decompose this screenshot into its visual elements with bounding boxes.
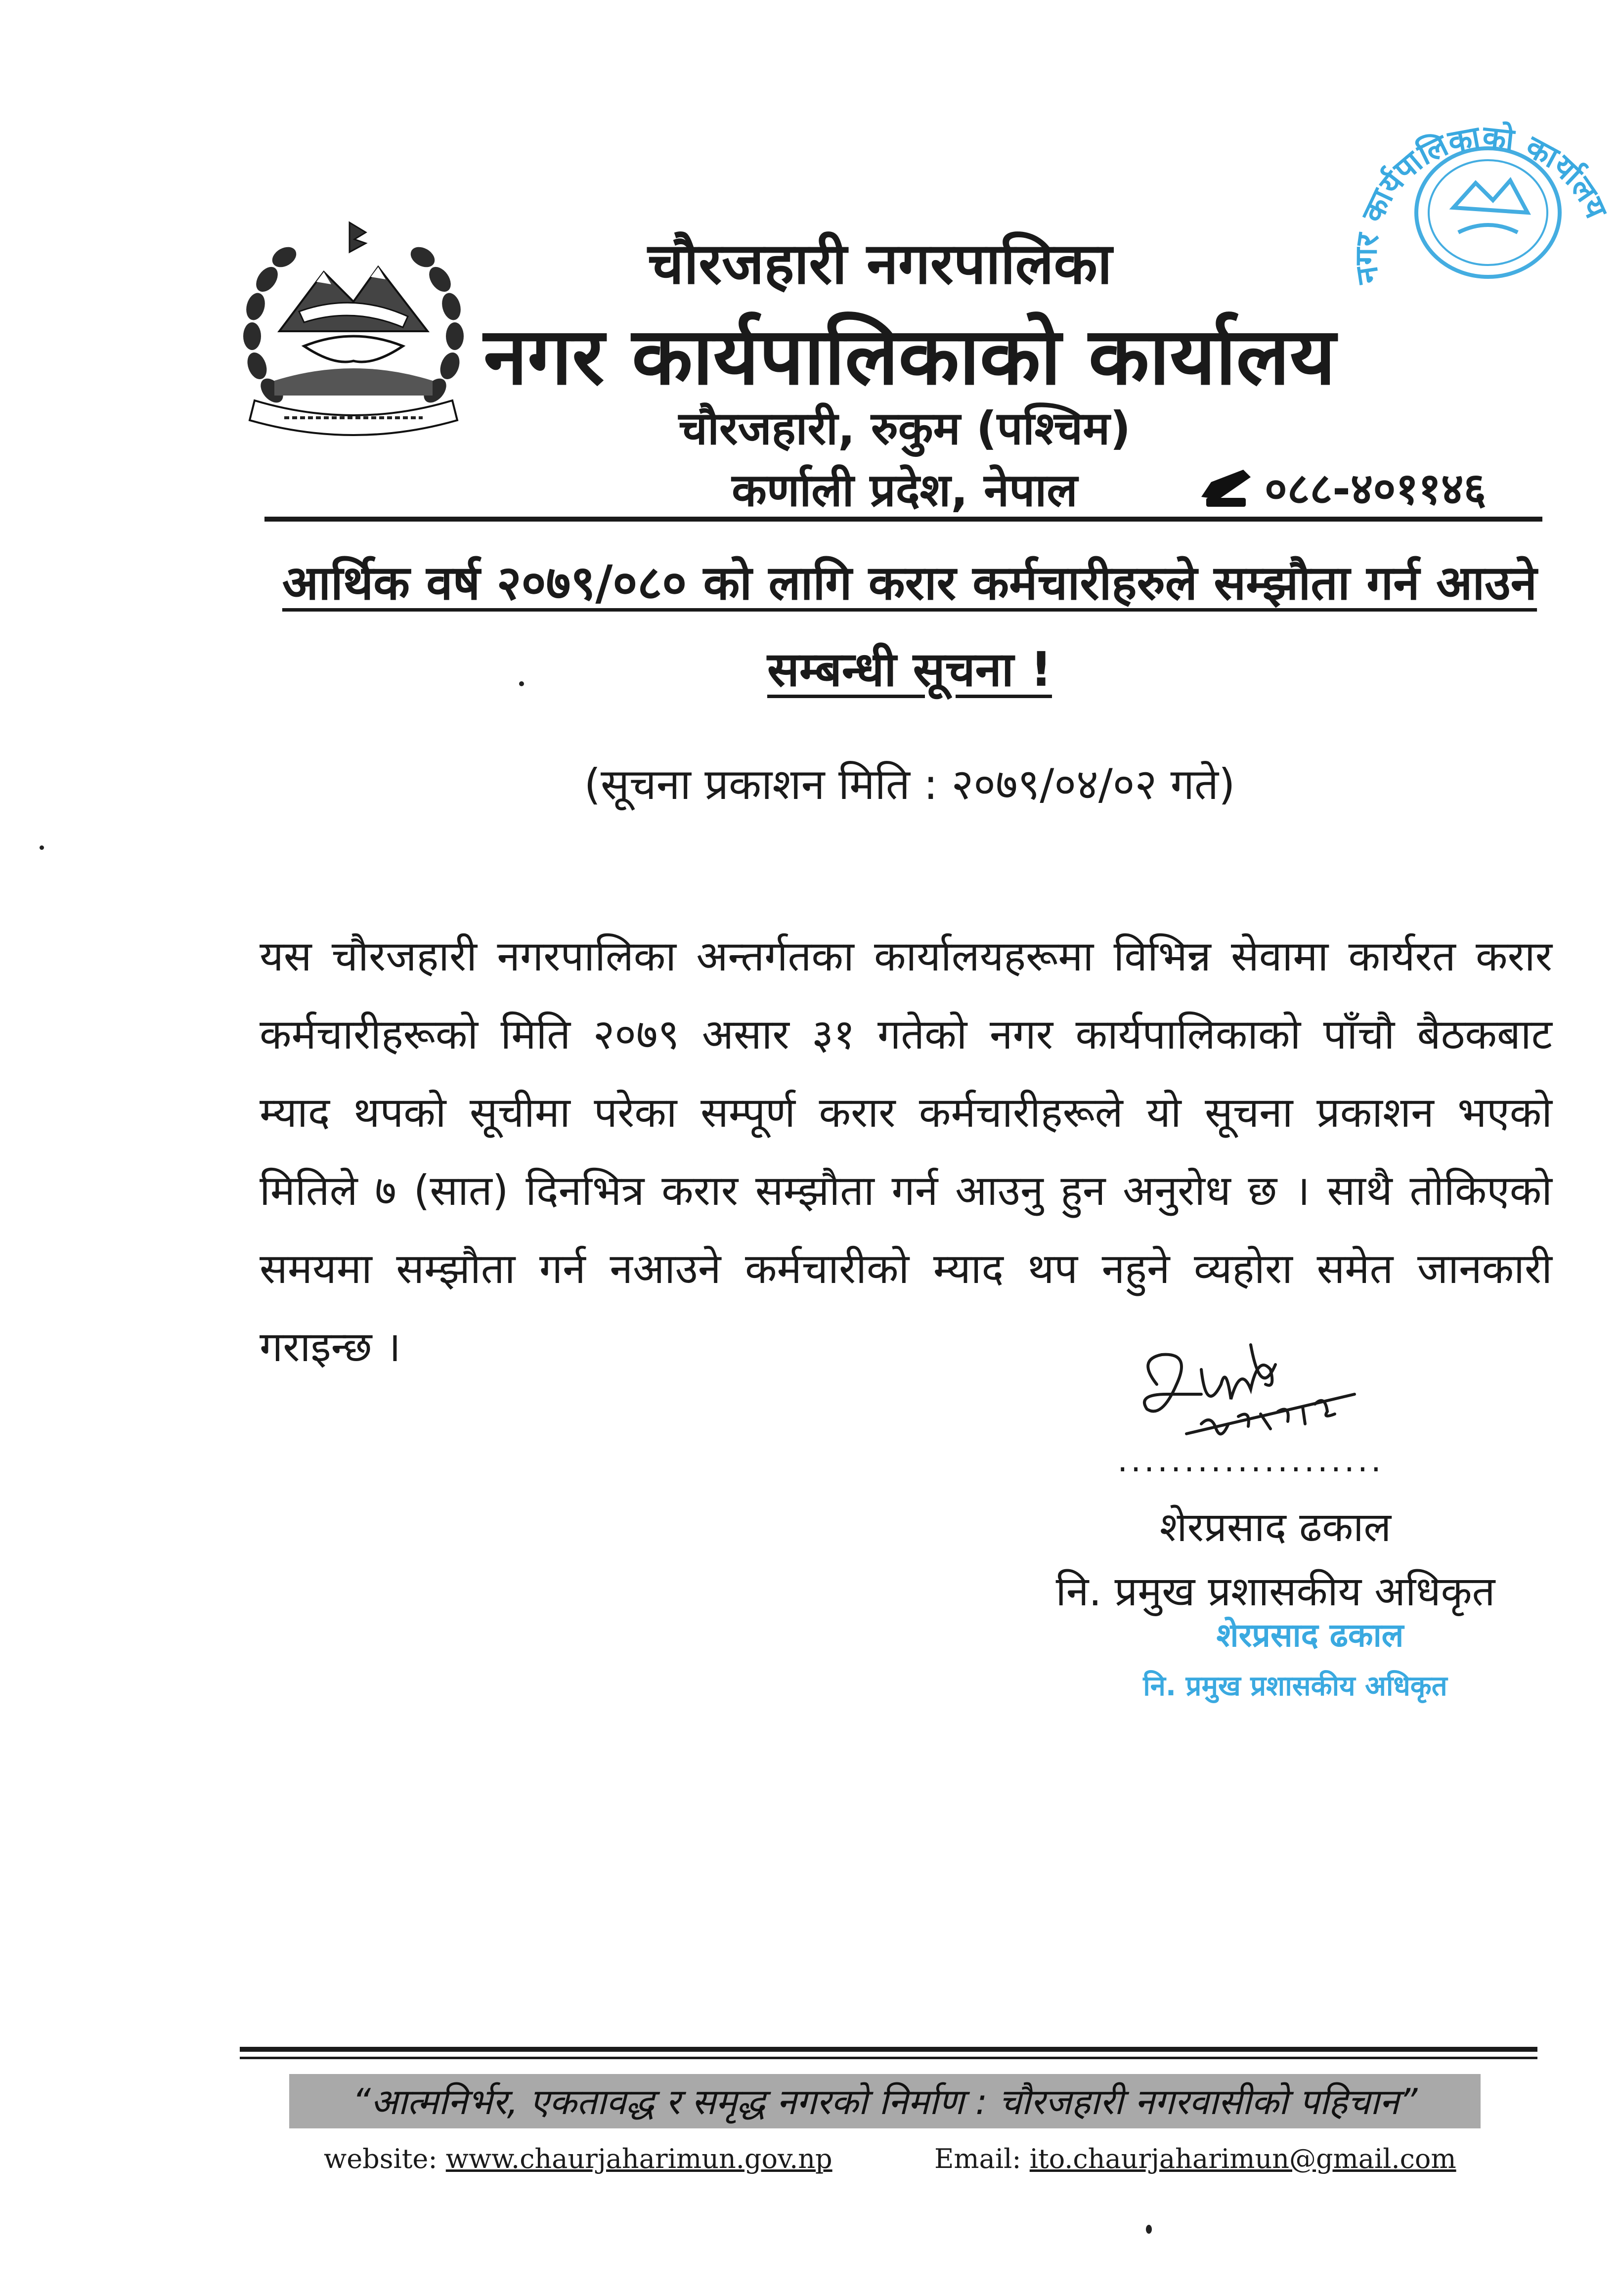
signature-line: .................... xyxy=(1117,1441,1384,1479)
notice-body: यस चौरजहारी नगरपालिका अन्तर्गतका कार्यालयहरूमा विभिन्न सेवामा कार्यरत करार कर्मचारीहरूको मिति २०७९ असार ३१ गतेको नगर कार्यपालिकाको पाँचौ बैठकबाट म्याद थपको सूचीमा परेका सम्पूर्ण करार कर्मचारीहरूले यो सूचना प्रकाशन भएको मितिले ७ (सात) दिनभित्र करार सम्झौता गर्न आउनु हुन अनुरोध छ । साथै तोकिएको समयमा सम्झौता गर्न नआउने कर्मचारीको म्याद थप नहुने व्यहोरा समेत जानकारी गराइन्छ । xyxy=(260,932,1552,1371)
website-line xyxy=(324,2143,917,2174)
stamp-designation: नि. प्रमुख प्रशासकीय अधिकृत xyxy=(1143,1670,1447,1702)
publication-date: (सूचना प्रकाशन मिति : २०७९/०४/०२ गते) xyxy=(584,760,1235,809)
phone-number xyxy=(1196,457,1532,517)
office-seal xyxy=(1345,109,1619,435)
seal-stamp-icon xyxy=(1345,109,1619,435)
seal-outer-text: नगर कार्यपालिकाको कार्यालय xyxy=(1348,118,1615,286)
website-link[interactable]: www.chaurjaharimun.gov.np xyxy=(445,2143,832,2174)
office-address: चौरजहारी, रुकुम (पश्चिम) xyxy=(678,402,1131,455)
scan-speck xyxy=(519,681,524,686)
coat-of-arms-icon xyxy=(225,218,482,445)
scan-speck xyxy=(40,845,44,850)
office-province: कर्णाली प्रदेश, नेपाल xyxy=(732,464,1078,517)
footer-divider-thick xyxy=(240,2047,1537,2052)
nepal-emblem xyxy=(225,218,482,445)
email-label: Email: xyxy=(934,2143,1021,2174)
signatory-designation: नि. प्रमुख प्रशासकीय अधिकृत xyxy=(1055,1568,1495,1615)
notice-title-line-2: सम्बन्धी सूचना ! xyxy=(767,642,1052,697)
phone-text: ०८८-४०११४६ xyxy=(1265,463,1487,514)
telephone-icon xyxy=(1196,462,1256,512)
scan-speck xyxy=(1146,2225,1152,2234)
website-label: website: xyxy=(324,2143,438,2174)
email-line xyxy=(934,2143,1528,2174)
header-divider xyxy=(264,517,1542,522)
municipality-name: चौरजहारी नगरपालिका xyxy=(648,231,1112,297)
notice-title-line-1: आर्थिक वर्ष २०७९/०८० को लागि करार कर्मचारीहरुले सम्झौता गर्न आउने xyxy=(282,555,1537,611)
signatory-name: शेरप्रसाद ढकाल xyxy=(1159,1504,1392,1551)
email-link[interactable]: ito.chaurjaharimun@gmail.com xyxy=(1029,2143,1456,2174)
footer-divider-thin xyxy=(240,2057,1537,2059)
office-name: नगर कार्यपालिकाको कार्यालय xyxy=(483,310,1336,402)
stamp-name: शेरप्रसाद ढकाल xyxy=(1216,1616,1404,1654)
motto-text: “आत्मनिर्भर, एकतावद्ध र समृद्ध नगरको निर्माण : चौरजहारी नगरवासीको पहिचान” xyxy=(352,2081,1418,2122)
